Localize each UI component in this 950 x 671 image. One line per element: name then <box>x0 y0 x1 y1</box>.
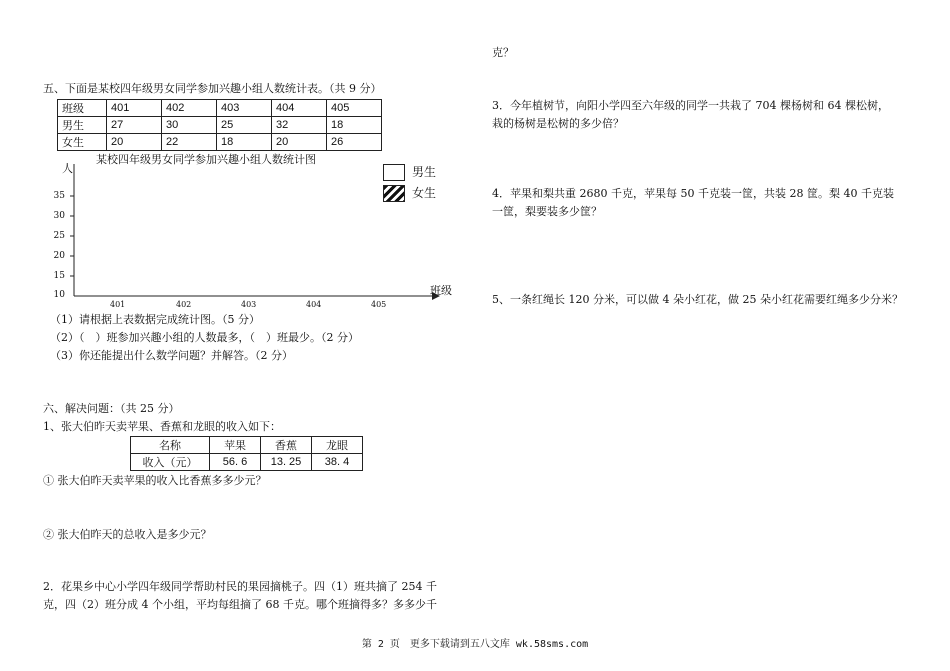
table-cell: 32 <box>272 117 327 134</box>
page-footer: 第 2 页 更多下载请到五八文库 wk.58sms.com <box>361 639 589 650</box>
table-cell: 405 <box>327 100 382 117</box>
x-tick-label: 401 <box>110 300 126 309</box>
continued-text-fragment: 克？ <box>492 46 514 59</box>
table-row <box>58 117 382 134</box>
x-tick-label: 405 <box>371 300 387 309</box>
table-cell: 25 <box>217 117 272 134</box>
y-tick-label: 10 <box>53 290 65 300</box>
table-cell: 22 <box>162 134 217 151</box>
table-header-row <box>131 437 363 454</box>
problem1-intro: 1、张大伯昨天卖苹果、香蕉和龙眼的收入如下： <box>43 420 281 433</box>
interest-group-table <box>57 99 382 151</box>
legend-swatch-girls <box>383 185 405 202</box>
legend-label-boys: 男生 <box>412 165 437 179</box>
table-cell: 收入（元） <box>131 454 210 471</box>
y-tick-label: 30 <box>53 211 65 221</box>
x-tick-label: 403 <box>241 300 257 309</box>
legend-label-girls: 女生 <box>412 186 437 200</box>
problem1-question-1: ① 张大伯昨天卖苹果的收入比香蕉多多少元？ <box>43 474 267 487</box>
table-header-row <box>58 100 382 117</box>
chart-title: 某校四年级男女同学参加兴趣小组人数统计图 <box>96 153 316 166</box>
empty-chart-axes <box>60 160 440 310</box>
problem3-line-1: 3．今年植树节，向阳小学四至六年级的同学一共栽了 704 棵杨树和 64 棵松树， <box>492 99 889 112</box>
table-cell: 龙眼 <box>312 437 363 454</box>
table-cell: 403 <box>217 100 272 117</box>
problem4-line-2: 一筐，梨要装多少筐？ <box>492 205 602 218</box>
legend-swatch-boys <box>383 164 405 181</box>
section5-question-2: （2）（ ）班参加兴趣小组的人数最多，（ ）班最少。（2 分） <box>50 331 359 344</box>
table-cell: 26 <box>327 134 382 151</box>
y-tick-label: 20 <box>53 251 65 261</box>
table-cell: 404 <box>272 100 327 117</box>
table-cell: 30 <box>162 117 217 134</box>
problem5: 5、一条红绳长 120 分米，可以做 4 朵小红花，做 25 朵小红花需要红绳多少分米？ <box>492 293 903 306</box>
table-cell: 女生 <box>58 134 107 151</box>
table-row <box>58 134 382 151</box>
table-cell: 56. 6 <box>210 454 261 471</box>
problem3-line-2: 栽的杨树是松树的多少倍？ <box>492 117 624 130</box>
problem2-line-1: 2．花果乡中心小学四年级同学帮助村民的果园摘桃子。四（1）班共摘了 254 千 <box>43 580 437 593</box>
table-cell: 401 <box>107 100 162 117</box>
table-cell: 班级 <box>58 100 107 117</box>
income-table <box>130 436 363 471</box>
section5-question-1: （1）请根据上表数据完成统计图。（5 分） <box>50 313 260 326</box>
table-cell: 20 <box>272 134 327 151</box>
section5-question-3: （3）你还能提出什么数学问题？并解答。（2 分） <box>50 349 293 362</box>
problem2-line-2: 克，四（2）班分成 4 个小组，平均每组摘了 68 千克。哪个班摘得多？多多少千 <box>43 598 437 611</box>
table-cell: 18 <box>327 117 382 134</box>
table-cell: 38. 4 <box>312 454 363 471</box>
problem4-line-1: 4．苹果和梨共重 2680 千克，苹果每 50 千克装一筐，共装 28 筐。梨 40 千克装 <box>492 187 894 200</box>
y-tick-label: 15 <box>53 271 65 281</box>
table-cell: 苹果 <box>210 437 261 454</box>
table-cell: 名称 <box>131 437 210 454</box>
table-cell: 香蕉 <box>261 437 312 454</box>
y-tick-label: 35 <box>53 191 65 201</box>
table-cell: 402 <box>162 100 217 117</box>
x-tick-label: 404 <box>306 300 322 309</box>
x-tick-label: 402 <box>176 300 192 309</box>
x-axis-label: 班级 <box>430 284 452 297</box>
table-cell: 18 <box>217 134 272 151</box>
section5-title: 五、下面是某校四年级男女同学参加兴趣小组人数统计表。（共 9 分） <box>43 82 382 95</box>
table-cell: 27 <box>107 117 162 134</box>
table-cell: 13. 25 <box>261 454 312 471</box>
table-cell: 男生 <box>58 117 107 134</box>
y-ticks <box>70 196 74 276</box>
y-axis-unit-label: 人 <box>62 162 73 175</box>
table-cell: 20 <box>107 134 162 151</box>
problem1-question-2: ② 张大伯昨天的总收入是多少元？ <box>43 528 212 541</box>
section6-title: 六、解决问题：（共 25 分） <box>43 402 180 415</box>
table-row <box>131 454 363 471</box>
y-tick-label: 25 <box>53 231 65 241</box>
